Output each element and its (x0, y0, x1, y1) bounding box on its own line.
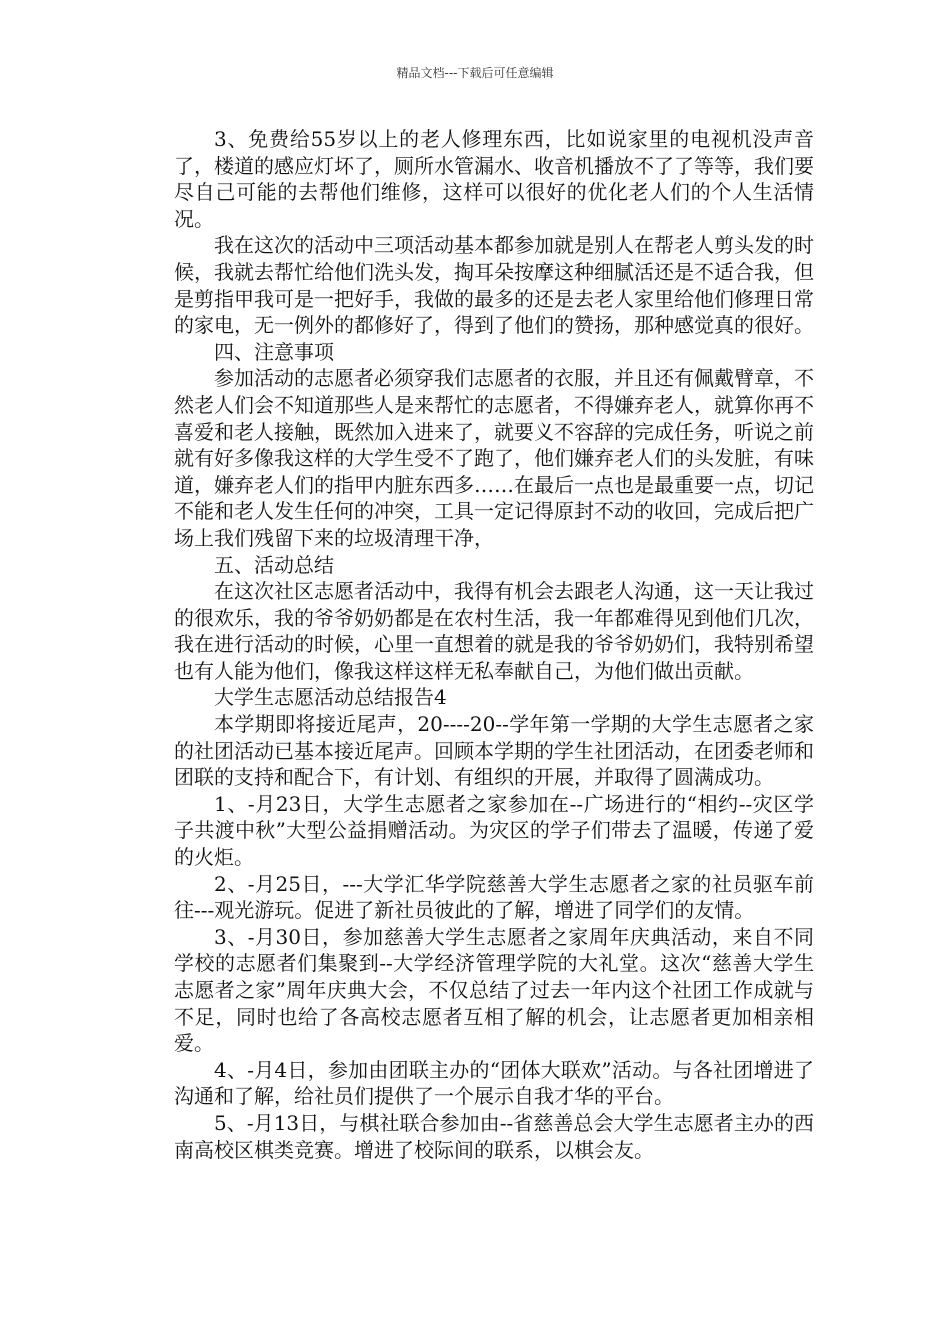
document-body (174, 126, 814, 1163)
list-item-event-5: 5、-月13日，与棋社联合参加由--省慈善总会大学生志愿者主办的西南高校区棋类竞赛。增进了校际间的联系，以棋会友。 (174, 1110, 814, 1162)
section-heading-notes: 四、注意事项 (214, 339, 334, 364)
paragraph-report-intro: 本学期即将接近尾声，20----20--学年第一学期的大学生志愿者之家的社团活动已基本接近尾声。回顾本学期的学生社团活动，在团委老师和团联的支持和配合下，有计划、有组织的开展，并取得了圆满成功。 (174, 712, 814, 790)
page-header: 精品文档---下载后可任意编辑 (396, 66, 554, 80)
paragraph-notes: 参加活动的志愿者必须穿我们志愿者的衣服，并且还有佩戴臂章，不然老人们会不知道那些人是来帮忙的志愿者，不得嫌弃老人，就算你再不喜爱和老人接触，既然加入进来了，就要义不容辞的完成任务，听说之前就有好多像我这样的大学生受不了跑了，他们嫌弃老人们的头发脏，有味道，嫌弃老人们的指甲内脏东西多……在最后一点也是最重要一点，切记不能和老人发生任何的冲突，工具一定记得原封不动的收回，完成后把广场上我们残留下来的垃圾清理干净， (174, 366, 814, 550)
paragraph-repair-service: 3、免费给55岁以上的老人修理东西，比如说家里的电视机没声音了，楼道的感应灯坏了，厕所水管漏水、收音机播放不了了等等，我们要尽自己可能的去帮他们维修，这样可以很好的优化老人们的个人生活情况。 (174, 127, 814, 231)
list-item-event-2: 2、-月25日，---大学汇华学院慈善大学生志愿者之家的社员驱车前往---观光游玩。促进了新社员彼此的了解，增进了同学们的友情。 (174, 871, 814, 923)
list-item-event-4: 4、-月4日，参加由团联主办的“团体大联欢”活动。与各社团增进了沟通和了解，给社员们提供了一个展示自我才华的平台。 (174, 1057, 814, 1109)
report-title: 大学生志愿活动总结报告4 (214, 685, 447, 710)
paragraph-summary: 在这次社区志愿者活动中，我得有机会去跟老人沟通，这一天让我过的很欢乐，我的爷爷奶奶都是在农村生活，我一年都难得见到他们几次，我在进行活动的时候，心里一直想着的就是我的爷爷奶奶们，我特别希望也有人能为他们，像我这样这样无私奉献自己，为他们做出贡献。 (174, 579, 814, 683)
section-heading-summary: 五、活动总结 (214, 552, 334, 577)
list-item-event-1: 1、-月23日，大学生志愿者之家参加在--广场进行的“相约--灾区学子共渡中秋”大型公益捐赠活动。为灾区的学子们带去了温暖，传递了爱的火炬。 (174, 791, 814, 870)
paragraph-participation: 我在这次的活动中三项活动基本都参加就是别人在帮老人剪头发的时候，我就去帮忙给他们洗头发，掏耳朵按摩这种细腻活还是不适合我，但是剪指甲我可是一把好手，我做的最多的还是去老人家里给他们修理日常的家电，无一例外的都修好了，得到了他们的赞扬，那种感觉真的很好。 (174, 233, 814, 338)
list-item-event-3: 3、-月30日，参加慈善大学生志愿者之家周年庆典活动，来自不同学校的志愿者们集聚到--大学经济管理学院的大礼堂。这次“慈善大学生志愿者之家”周年庆典大会，不仅总结了过去一年内这个社团工作成就与不足，同时也给了各高校志愿者互相了解的机会，让志愿者更加相亲相爱。 (174, 924, 814, 1056)
